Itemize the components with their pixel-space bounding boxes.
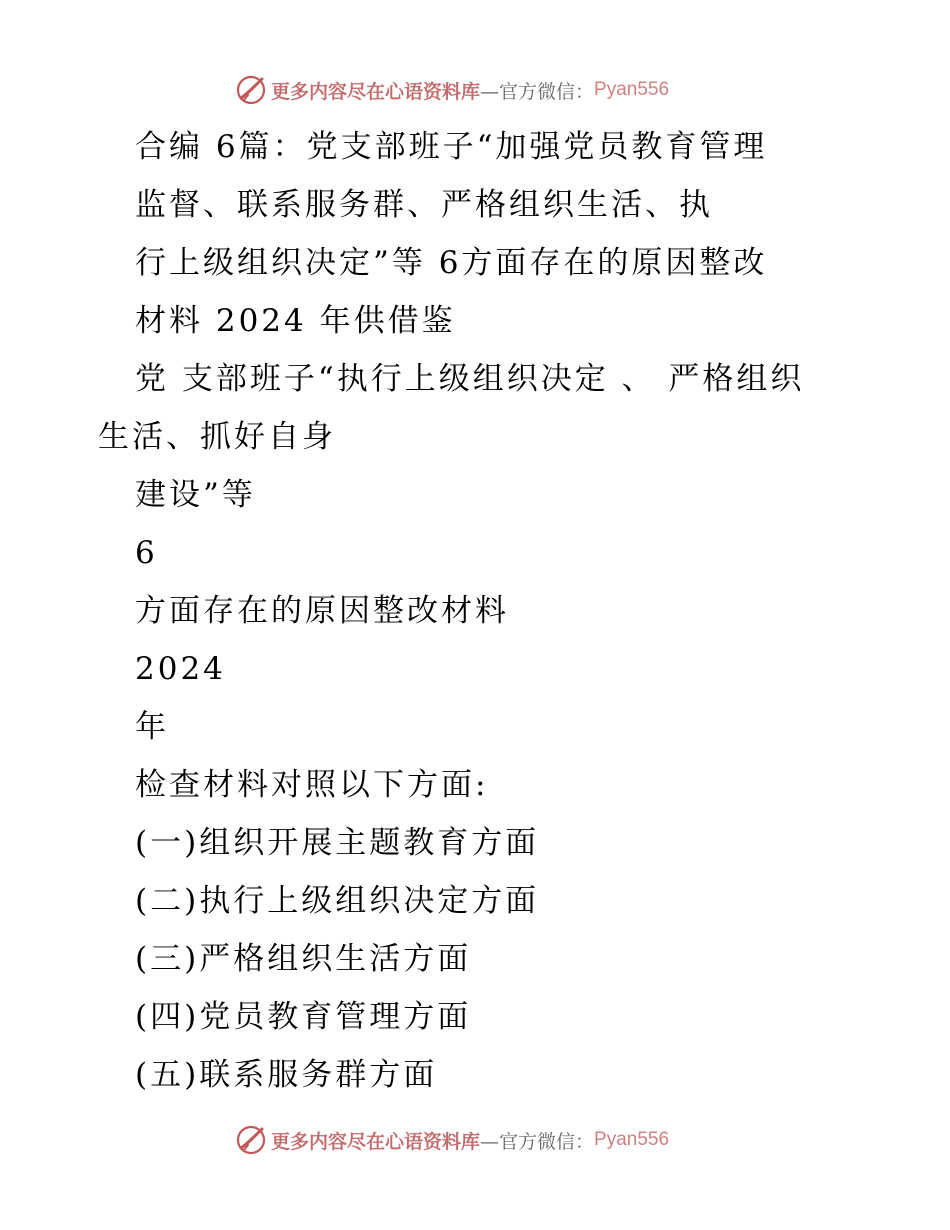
checklist-item-2: (二)执行上级组织决定方面 <box>135 883 540 919</box>
body-line-1: 党 支部班子“执行上级组织决定 、 严格组织 <box>135 361 805 397</box>
checklist-intro: 检查材料对照以下方面: <box>135 767 489 803</box>
title-line-3: 行上级组织决定”等 6方面存在的原因整改 <box>135 245 768 281</box>
body-line-5: 方面存在的原因整改材料 <box>135 593 509 629</box>
banner-title: 更多内容尽在心语资料库 <box>271 80 481 103</box>
checklist-item-3: (三)严格组织生活方面 <box>135 941 472 977</box>
banner-wechat-label: —官方微信： <box>480 80 595 103</box>
banner-wechat-id: Pyan556 <box>594 1129 670 1150</box>
banner-title: 更多内容尽在心语资料库 <box>271 1130 481 1153</box>
body-line-7: 年 <box>135 709 169 745</box>
footer-banner <box>235 1123 669 1157</box>
banner-wechat-id: Pyan556 <box>594 79 670 100</box>
body-line-3: 建设”等 <box>135 477 256 513</box>
checklist-item-5: (五)联系服务群方面 <box>135 1057 438 1093</box>
banner-wechat-label: —官方微信： <box>480 1130 595 1153</box>
header-banner <box>235 73 669 107</box>
checklist-item-4: (四)党员教育管理方面 <box>135 999 472 1035</box>
pen-logo-icon <box>235 1124 267 1156</box>
body-line-4: 6 <box>135 535 158 571</box>
checklist-item-1: (一)组织开展主题教育方面 <box>135 825 540 861</box>
title-line-4: 材料 2024 年供借鉴 <box>135 303 456 339</box>
pen-logo-icon <box>235 74 267 106</box>
title-line-2: 监督、联系服务群、严格组织生活、执 <box>135 187 713 223</box>
body-line-2: 生活、抓好自身 <box>98 419 336 455</box>
body-line-6: 2024 <box>135 651 226 687</box>
title-line-1: 合编 6篇：党支部班子“加强党员教育管理 <box>135 129 768 165</box>
